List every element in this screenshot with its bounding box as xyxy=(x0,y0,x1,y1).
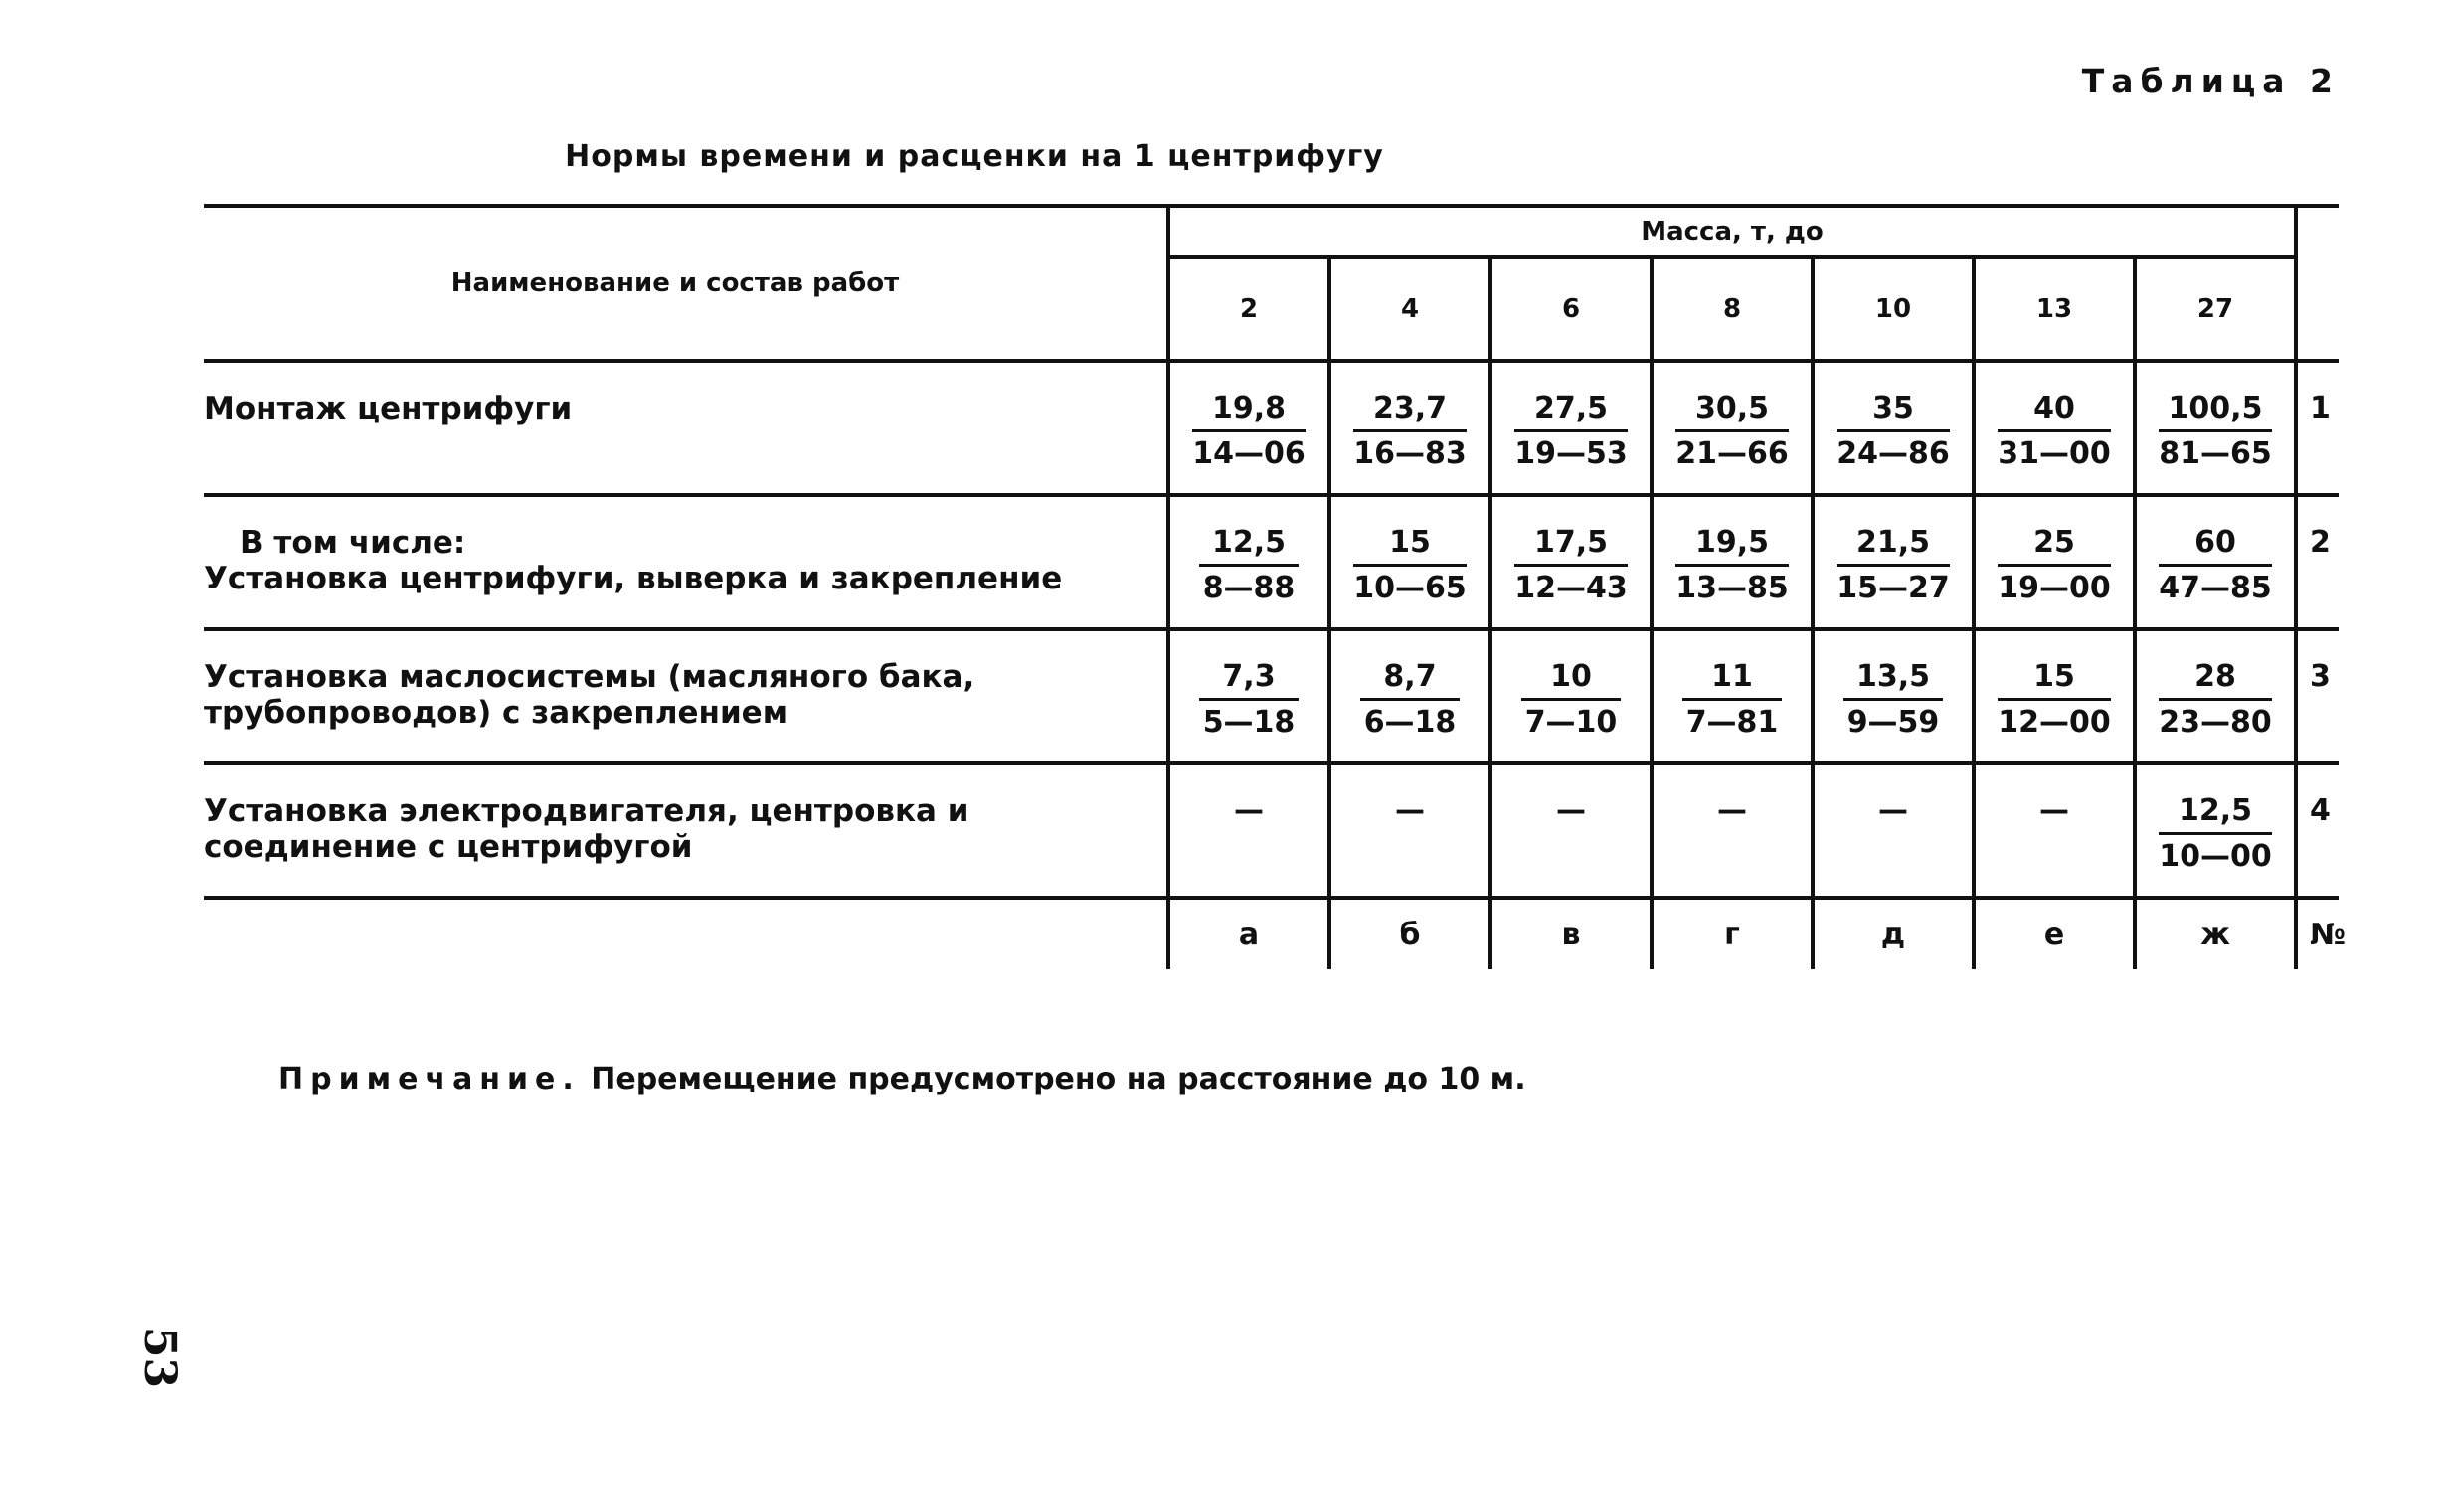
mass-column-header: 13 xyxy=(1974,257,2135,361)
note-lead: Примечание. xyxy=(278,1062,581,1096)
time-norm: 35 xyxy=(1837,391,1950,432)
footer-row xyxy=(204,898,2339,969)
table-note xyxy=(278,1062,1526,1096)
row-number: 2 xyxy=(2296,495,2339,629)
page-number: 53 xyxy=(134,1326,186,1389)
value-cell xyxy=(2135,495,2296,629)
work-name: Установка электродвигателя, центровка и соединение с центрифугой xyxy=(204,793,969,865)
fraction-value xyxy=(1199,525,1299,605)
rate-value: 81—65 xyxy=(2159,436,2272,471)
column-letter: д xyxy=(1813,898,1974,969)
rate-value: 16—83 xyxy=(1353,436,1467,471)
time-norm: 7,3 xyxy=(1199,659,1299,701)
fraction-value xyxy=(1837,525,1950,605)
rate-value: 21—66 xyxy=(1675,436,1789,471)
value-cell xyxy=(1168,495,1329,629)
time-norm: 12,5 xyxy=(2159,793,2272,835)
rate-value: 19—00 xyxy=(1998,571,2111,605)
value-cell xyxy=(2135,763,2296,898)
mass-header: Масса, т, до xyxy=(1168,206,2296,257)
column-letter: ж xyxy=(2135,898,2296,969)
row-prefix: В том числе: xyxy=(240,525,466,561)
fraction-value xyxy=(1353,391,1467,471)
row-number: 1 xyxy=(2296,361,2339,495)
value-cell xyxy=(1490,763,1652,898)
norms-table xyxy=(204,204,2347,969)
fraction-value xyxy=(2159,793,2272,874)
rate-value: 15—27 xyxy=(1837,571,1950,605)
rate-value: 31—00 xyxy=(1998,436,2111,471)
value-cell xyxy=(1168,361,1329,495)
table-row xyxy=(204,495,2339,629)
work-name-cell xyxy=(204,763,1168,898)
column-letter: б xyxy=(1329,898,1490,969)
value-cell xyxy=(1974,361,2135,495)
dash-value: — xyxy=(2039,793,2069,828)
value-cell xyxy=(1490,361,1652,495)
time-norm: 15 xyxy=(1998,659,2111,701)
column-letter: в xyxy=(1490,898,1652,969)
fraction-value xyxy=(1837,391,1950,471)
time-norm: 28 xyxy=(2159,659,2272,701)
fraction-value xyxy=(1521,659,1621,740)
value-cell xyxy=(1168,763,1329,898)
value-cell xyxy=(1168,629,1329,763)
time-norm: 19,5 xyxy=(1675,525,1789,567)
value-cell xyxy=(1813,495,1974,629)
fraction-value xyxy=(2159,391,2273,471)
value-cell xyxy=(1974,763,2135,898)
table-row xyxy=(204,629,2339,763)
fraction-value xyxy=(1682,659,1782,740)
rate-value: 6—18 xyxy=(1363,705,1457,740)
mass-column-header: 27 xyxy=(2135,257,2296,361)
rate-value: 47—85 xyxy=(2159,571,2272,605)
value-cell xyxy=(1329,495,1490,629)
fraction-value xyxy=(1514,525,1628,605)
mass-column-header: 4 xyxy=(1329,257,1490,361)
fraction-value xyxy=(1998,391,2111,471)
value-cell xyxy=(1490,629,1652,763)
table-caption: Нормы времени и расценки на 1 центрифугу xyxy=(565,139,1384,174)
time-norm: 60 xyxy=(2159,525,2272,567)
time-norm: 17,5 xyxy=(1514,525,1628,567)
value-cell xyxy=(1813,763,1974,898)
fraction-value xyxy=(1192,391,1306,471)
column-letter: г xyxy=(1652,898,1813,969)
table-row xyxy=(204,763,2339,898)
dash-value: — xyxy=(1556,793,1586,828)
fraction-value xyxy=(1353,525,1467,605)
value-cell xyxy=(1329,629,1490,763)
number-header xyxy=(2296,206,2339,361)
work-name-cell xyxy=(204,361,1168,495)
name-header: Наименование и состав работ xyxy=(204,206,1168,361)
work-name: Установка центрифуги, выверка и закрепление xyxy=(204,561,1063,596)
time-norm: 21,5 xyxy=(1837,525,1950,567)
column-letter: е xyxy=(1974,898,2135,969)
value-cell xyxy=(1652,495,1813,629)
value-cell xyxy=(1490,495,1652,629)
note-text: Перемещение предусмотрено на расстояние до 10 м. xyxy=(580,1062,1526,1096)
row-number: 3 xyxy=(2296,629,2339,763)
time-norm: 19,8 xyxy=(1192,391,1306,432)
dash-value: — xyxy=(1717,793,1747,828)
work-name-cell xyxy=(204,495,1168,629)
time-norm: 11 xyxy=(1682,659,1782,701)
work-name: Монтаж центрифуги xyxy=(204,391,573,426)
value-cell xyxy=(1652,361,1813,495)
time-norm: 10 xyxy=(1521,659,1621,701)
table-row xyxy=(204,361,2339,495)
time-norm: 25 xyxy=(1998,525,2111,567)
time-norm: 12,5 xyxy=(1199,525,1299,567)
number-label: № xyxy=(2296,898,2339,969)
fraction-value xyxy=(1514,391,1628,471)
mass-column-header: 2 xyxy=(1168,257,1329,361)
fraction-value xyxy=(2159,525,2272,605)
row-number: 4 xyxy=(2296,763,2339,898)
rate-value: 7—10 xyxy=(1524,705,1618,740)
work-name: Установка маслосистемы (масляного бака, трубопроводов) с закреплением xyxy=(204,659,975,731)
value-cell xyxy=(2135,629,2296,763)
time-norm: 23,7 xyxy=(1353,391,1467,432)
time-norm: 8,7 xyxy=(1360,659,1460,701)
time-norm: 13,5 xyxy=(1843,659,1943,701)
dash-value: — xyxy=(1395,793,1425,828)
rate-value: 8—88 xyxy=(1202,571,1296,605)
value-cell xyxy=(1813,361,1974,495)
fraction-value xyxy=(1360,659,1460,740)
value-cell xyxy=(1813,629,1974,763)
dash-value: — xyxy=(1234,793,1264,828)
rate-value: 7—81 xyxy=(1685,705,1779,740)
rate-value: 5—18 xyxy=(1202,705,1296,740)
fraction-value xyxy=(1998,525,2111,605)
time-norm: 30,5 xyxy=(1675,391,1789,432)
table-label: Таблица 2 xyxy=(2081,62,2340,100)
time-norm: 27,5 xyxy=(1514,391,1628,432)
fraction-value xyxy=(1675,391,1789,471)
mass-column-header: 6 xyxy=(1490,257,1652,361)
column-letter: а xyxy=(1168,898,1329,969)
fraction-value xyxy=(1199,659,1299,740)
rate-value: 10—65 xyxy=(1353,571,1467,605)
fraction-value xyxy=(1998,659,2111,740)
value-cell xyxy=(1329,763,1490,898)
fraction-value xyxy=(2159,659,2272,740)
mass-column-header: 10 xyxy=(1813,257,1974,361)
value-cell xyxy=(1974,495,2135,629)
dash-value: — xyxy=(1878,793,1908,828)
rate-value: 12—43 xyxy=(1514,571,1628,605)
rate-value: 12—00 xyxy=(1998,705,2111,740)
fraction-value xyxy=(1843,659,1943,740)
value-cell xyxy=(1652,763,1813,898)
footer-empty-cell xyxy=(204,898,1168,969)
rate-value: 14—06 xyxy=(1192,436,1306,471)
value-cell xyxy=(2135,361,2296,495)
value-cell xyxy=(1652,629,1813,763)
rate-value: 24—86 xyxy=(1837,436,1950,471)
mass-column-header: 8 xyxy=(1652,257,1813,361)
rate-value: 9—59 xyxy=(1846,705,1940,740)
time-norm: 100,5 xyxy=(2159,391,2273,432)
fraction-value xyxy=(1675,525,1789,605)
time-norm: 40 xyxy=(1998,391,2111,432)
rate-value: 13—85 xyxy=(1675,571,1789,605)
rate-value: 10—00 xyxy=(2159,839,2272,874)
time-norm: 15 xyxy=(1353,525,1467,567)
work-name-cell xyxy=(204,629,1168,763)
rate-value: 23—80 xyxy=(2159,705,2272,740)
value-cell xyxy=(1974,629,2135,763)
value-cell xyxy=(1329,361,1490,495)
rate-value: 19—53 xyxy=(1514,436,1628,471)
